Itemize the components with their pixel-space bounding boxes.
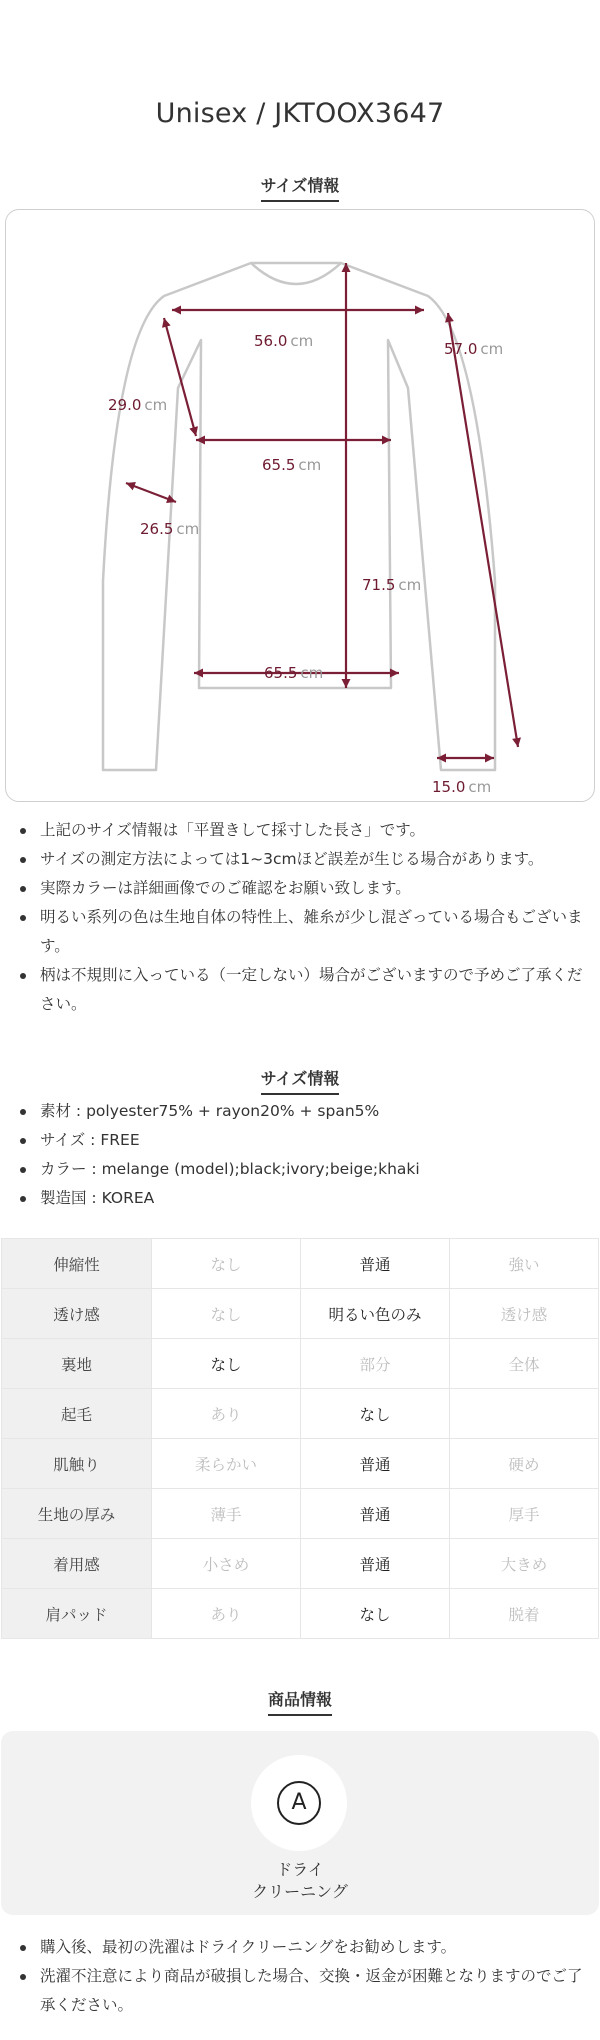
list-item: 製造国 : KOREA [18, 1184, 586, 1213]
table-row [2, 1589, 599, 1639]
cuff-label: 15.0 cm [432, 778, 492, 796]
list-item: カラー : melange (model);black;ivory;beige;khaki [18, 1155, 586, 1184]
property-option: 全体 [450, 1339, 599, 1389]
property-option: 厚手 [450, 1489, 599, 1539]
table-row [2, 1489, 599, 1539]
table-row [2, 1439, 599, 1489]
property-label: 生地の厚み [2, 1489, 152, 1539]
product-info-heading-text: 商品情報 [268, 1687, 332, 1716]
property-option: 硬め [450, 1439, 599, 1489]
product-title: Unisex / JKTOOX3647 [155, 98, 445, 129]
table-row [2, 1539, 599, 1589]
property-label: 肩パッド [2, 1589, 152, 1639]
property-option: あり [152, 1389, 301, 1439]
property-option: なし [301, 1389, 450, 1439]
table-row [2, 1239, 599, 1289]
list-item: 洗濯不注意により商品が破損した場合、交換・返金が困難となりますのでご了承ください。 [18, 1962, 586, 2020]
property-option: なし [152, 1289, 301, 1339]
property-option: 部分 [301, 1339, 450, 1389]
hem-label: 65.5 cm [264, 664, 324, 682]
table-row [2, 1339, 599, 1389]
list-item: サイズ : FREE [18, 1126, 586, 1155]
sleeve-width-line [126, 483, 176, 502]
property-option: 普通 [301, 1539, 450, 1589]
property-option: 大きめ [450, 1539, 599, 1589]
spec-heading [0, 1066, 600, 1095]
property-option: 普通 [301, 1239, 450, 1289]
property-label: 伸縮性 [2, 1239, 152, 1289]
garment-diagram-svg [6, 210, 596, 803]
chest-label: 65.5 cm [262, 456, 322, 474]
sleeve-line [448, 313, 518, 747]
property-option: なし [152, 1339, 301, 1389]
property-option: 強い [450, 1239, 599, 1289]
sleeve-width-label: 26.5 cm [140, 520, 200, 538]
property-option: なし [301, 1589, 450, 1639]
fabric-properties-table [1, 1238, 599, 1639]
property-option: 明るい色のみ [301, 1289, 450, 1339]
list-item: 明るい系列の色は生地自体の特性上、雑糸が少し混ざっている場合もございます。 [18, 903, 586, 961]
shoulder-label: 56.0 cm [254, 332, 314, 350]
property-option: 薄手 [152, 1489, 301, 1539]
spec-list [18, 1097, 586, 1213]
property-label: 起毛 [2, 1389, 152, 1439]
length-label: 71.5 cm [362, 576, 422, 594]
property-option: 脱着 [450, 1589, 599, 1639]
care-label [1, 1859, 599, 1903]
care-symbol-circle [251, 1755, 347, 1851]
property-option: 普通 [301, 1439, 450, 1489]
list-item: 上記のサイズ情報は「平置きして採寸した長さ」です。 [18, 816, 586, 845]
property-option: あり [152, 1589, 301, 1639]
size-info-heading-text: サイズ情報 [261, 173, 340, 202]
list-item: 素材 : polyester75% + rayon20% + span5% [18, 1097, 586, 1126]
list-item: 柄は不規則に入っている（一定しない）場合がございますので予めご了承ください。 [18, 961, 586, 1019]
care-notes-list [18, 1933, 586, 2020]
property-label: 裏地 [2, 1339, 152, 1389]
size-diagram [5, 209, 595, 802]
property-label: 着用感 [2, 1539, 152, 1589]
property-option: 柔らかい [152, 1439, 301, 1489]
property-label: 肌触り [2, 1439, 152, 1489]
size-info-heading [0, 173, 600, 202]
list-item: 実際カラーは詳細画像でのご確認をお願い致します。 [18, 874, 586, 903]
table-row [2, 1389, 599, 1439]
list-item: 購入後、最初の洗濯はドライクリーニングをお勧めします。 [18, 1933, 586, 1962]
armhole-line [164, 318, 196, 436]
care-label-line1: ドライ [276, 1860, 324, 1879]
dry-clean-icon: A [277, 1781, 321, 1825]
size-notes-list [18, 816, 586, 1019]
property-option: 普通 [301, 1489, 450, 1539]
sleeve-label: 57.0 cm [444, 340, 504, 358]
product-info-heading [0, 1687, 600, 1716]
property-option: 透け感 [450, 1289, 599, 1339]
spec-heading-text: サイズ情報 [261, 1066, 340, 1095]
property-option [450, 1389, 599, 1439]
property-option: なし [152, 1239, 301, 1289]
armhole-label: 29.0 cm [108, 396, 168, 414]
property-option: 小さめ [152, 1539, 301, 1589]
care-label-line2: クリーニング [252, 1882, 348, 1901]
table-row [2, 1289, 599, 1339]
property-label: 透け感 [2, 1289, 152, 1339]
list-item: サイズの測定方法によっては1~3cmほど誤差が生じる場合があります。 [18, 845, 586, 874]
care-panel [1, 1731, 599, 1915]
